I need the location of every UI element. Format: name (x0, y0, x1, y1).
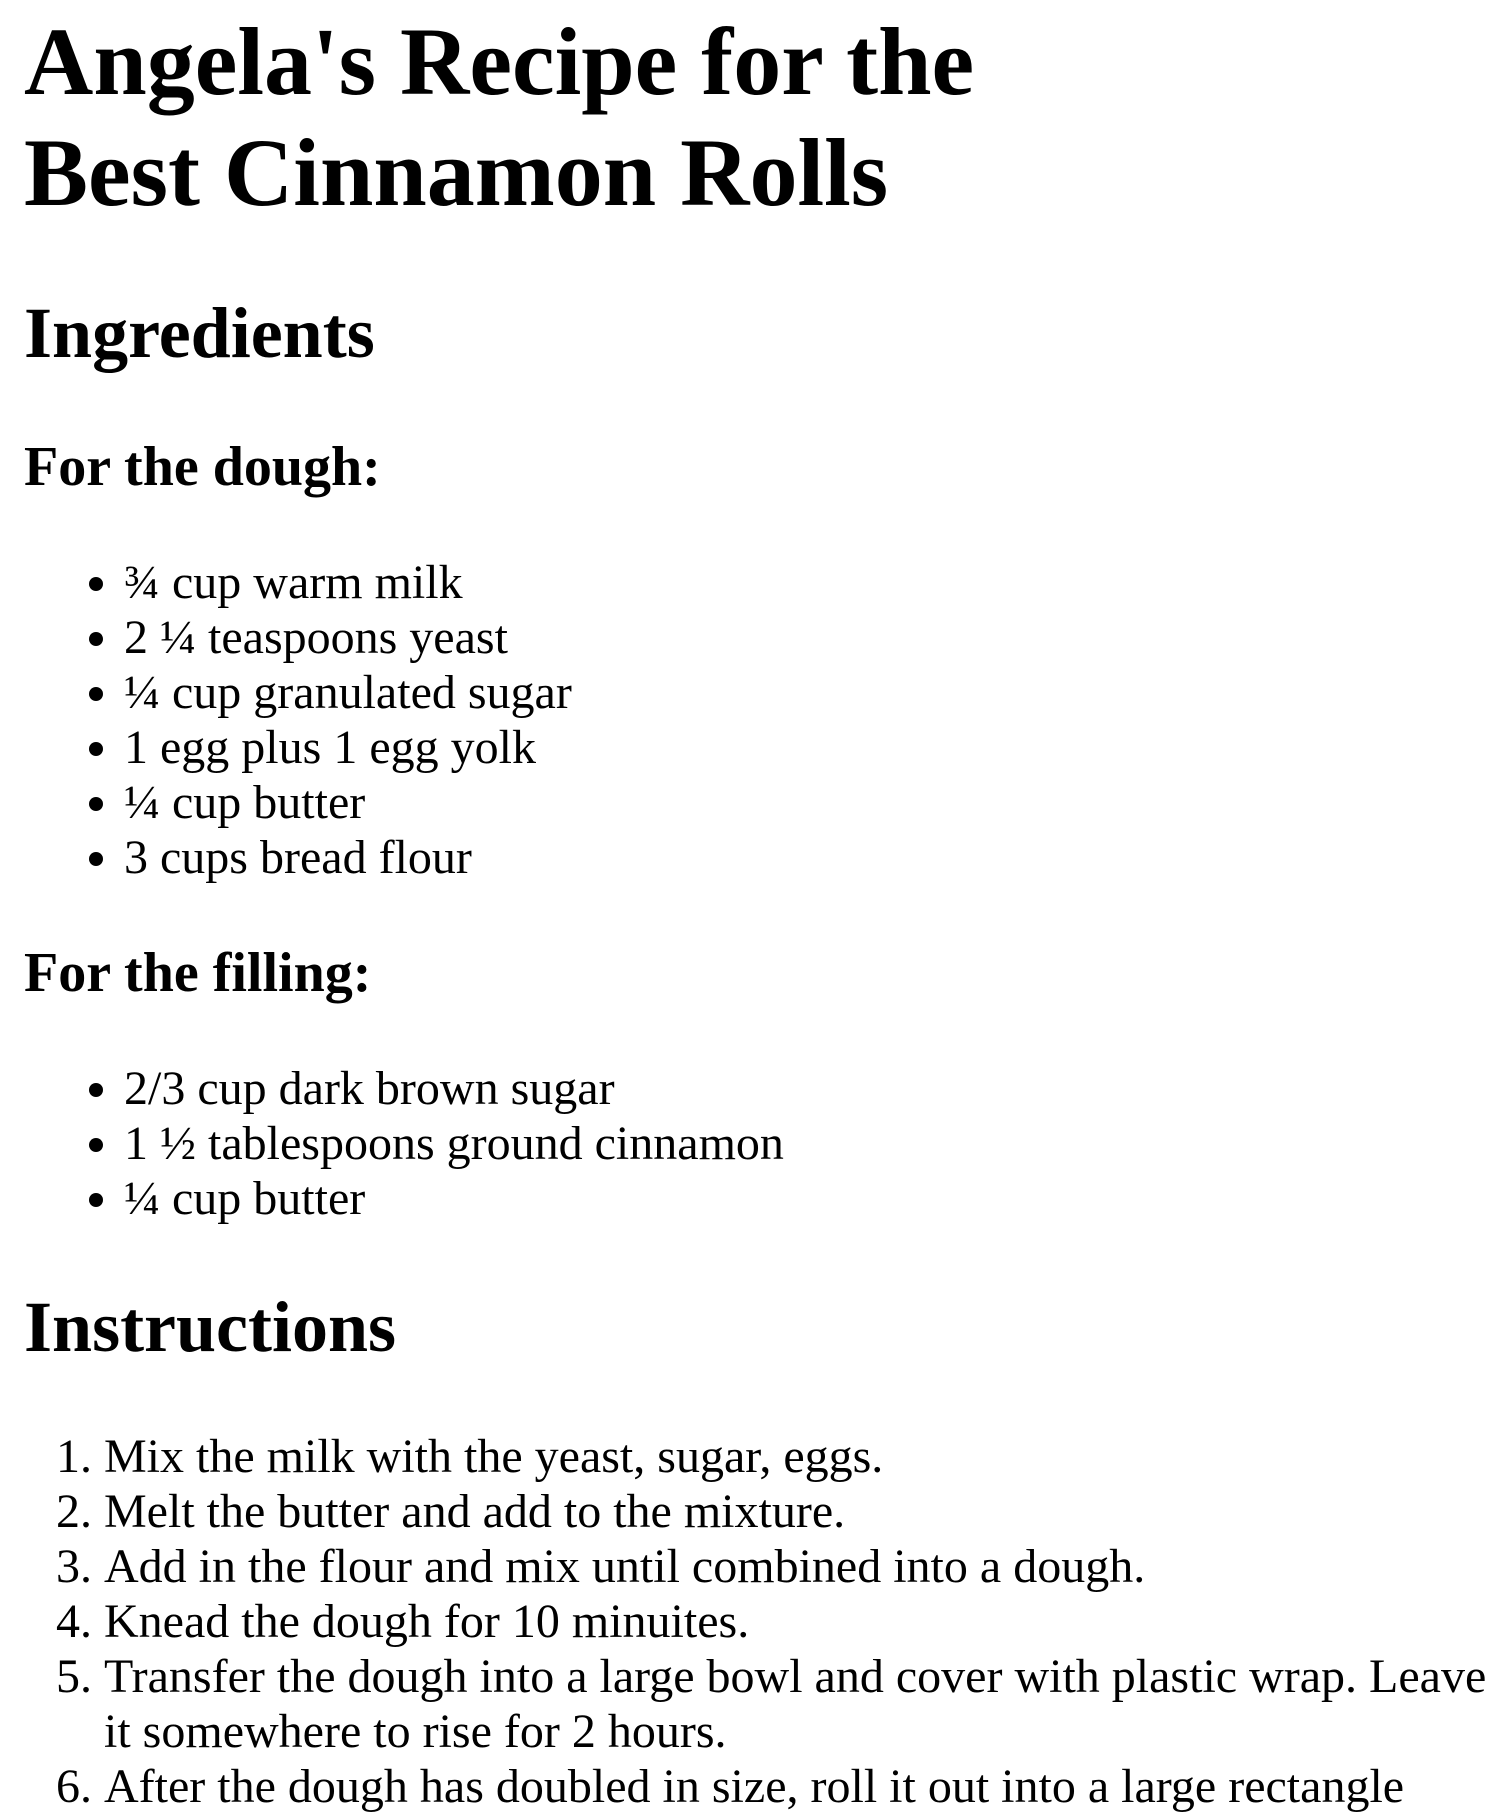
dough-heading: For the dough: (24, 436, 381, 498)
instructions-heading: Instructions (24, 1287, 397, 1367)
step-item: 6. After the dough has doubled in size, roll it out into a large rectangle (104, 1759, 1500, 1814)
step-item: 1. Mix the milk with the yeast, sugar, eggs. (104, 1429, 1500, 1484)
page-title: Angela's Recipe for the Best Cinnamon Rolls (24, 8, 975, 226)
instructions-list (24, 1429, 1500, 1814)
filling-ingredients-list (24, 1061, 1500, 1226)
list-item: • ¼ cup butter (124, 775, 1500, 830)
list-item: • 2/3 cup dark brown sugar (124, 1061, 1500, 1116)
list-item: • 1 ½ tablespoons ground cinnamon (124, 1116, 1500, 1171)
list-item: • ¼ cup granulated sugar (124, 665, 1500, 720)
step-item: 2. Melt the butter and add to the mixture. (104, 1484, 1500, 1539)
list-item: • 2 ¼ teaspoons yeast (124, 610, 1500, 665)
list-item: • ¼ cup butter (124, 1171, 1500, 1226)
dough-ingredients-list (24, 555, 1500, 885)
list-item: • 1 egg plus 1 egg yolk (124, 720, 1500, 775)
step-item: 5. Transfer the dough into a large bowl and cover with plastic wrap. Leave it somewhere to rise for 2 hours. (104, 1649, 1500, 1759)
step-item: 4. Knead the dough for 10 minuites. (104, 1594, 1500, 1649)
step-item: 3. Add in the flour and mix until combined into a dough. (104, 1539, 1500, 1594)
filling-heading: For the filling: (24, 942, 372, 1004)
ingredients-heading: Ingredients (24, 293, 375, 373)
list-item: • ¾ cup warm milk (124, 555, 1500, 610)
list-item: • 3 cups bread flour (124, 830, 1500, 885)
